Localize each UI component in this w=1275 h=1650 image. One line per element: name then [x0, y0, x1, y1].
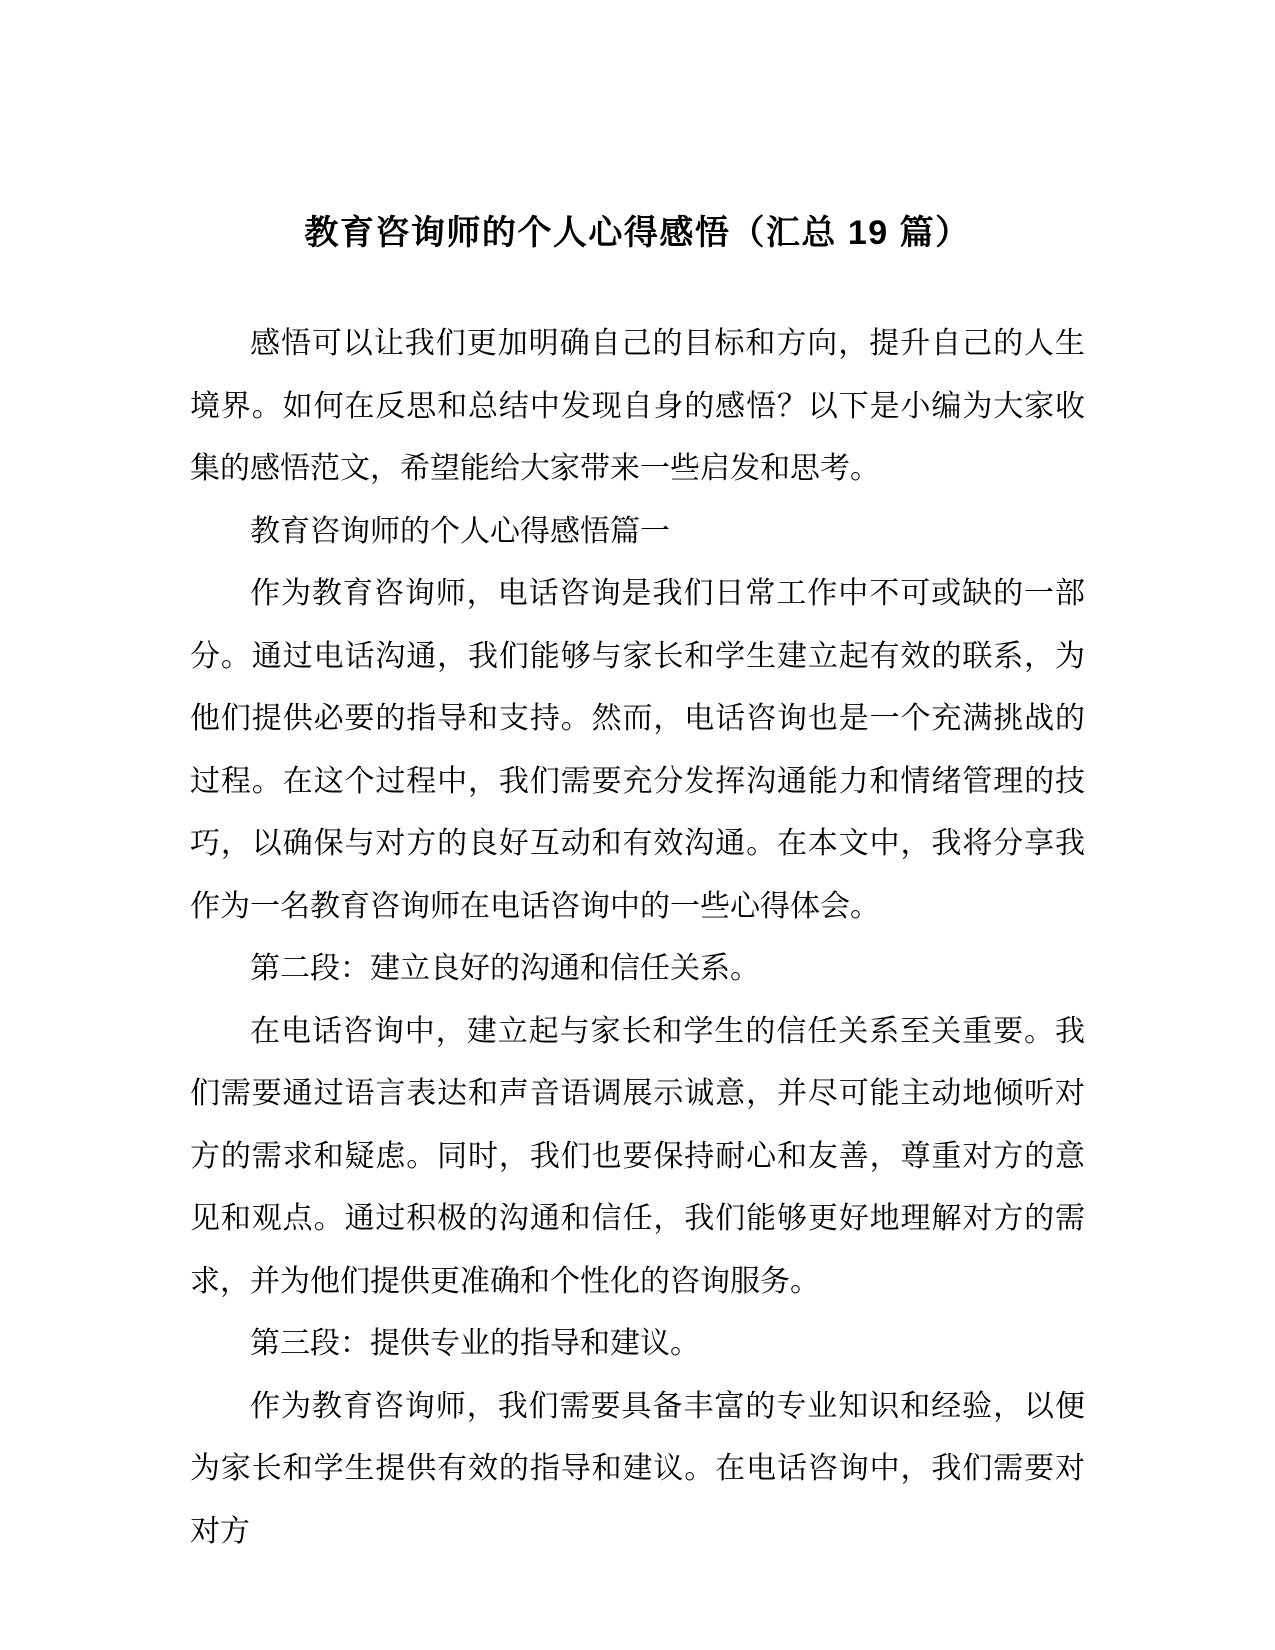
paragraph: 作为教育咨询师，我们需要具备丰富的专业知识和经验，以便为家长和学生提供有效的指导和建议。在电话咨询中，我们需要对对方	[190, 1389, 1085, 1548]
document-body	[190, 313, 1085, 1563]
paragraph: 在电话咨询中，建立起与家长和学生的信任关系至关重要。我们需要通过语言表达和声音语调展示诚意，并尽可能主动地倾听对方的需求和疑虑。同时，我们也要保持耐心和友善，尊重对方的意见和观点。通过积极的沟通和信任，我们能够更好地理解对方的需求，并为他们提供更准确和个性化的咨询服务。	[190, 1014, 1085, 1298]
paragraph: 作为教育咨询师，电话咨询是我们日常工作中不可或缺的一部分。通过电话沟通，我们能够与家长和学生建立起有效的联系，为他们提供必要的指导和支持。然而，电话咨询也是一个充满挑战的过程。在这个过程中，我们需要充分发挥沟通能力和情绪管理的技巧，以确保与对方的良好互动和有效沟通。在本文中，我将分享我作为一名教育咨询师在电话咨询中的一些心得体会。	[190, 577, 1085, 923]
section-heading: 第二段：建立良好的沟通和信任关系。	[250, 952, 760, 985]
section-heading: 第三段：提供专业的指导和建议。	[250, 1327, 700, 1360]
paragraph: 感悟可以让我们更加明确自己的目标和方向，提升自己的人生境界。如何在反思和总结中发现自身的感悟？以下是小编为大家收集的感悟范文，希望能给大家带来一些启发和思考。	[190, 327, 1085, 485]
document-title: 教育咨询师的个人心得感悟（汇总 19 篇）	[304, 214, 971, 252]
section-heading: 教育咨询师的个人心得感悟篇一	[250, 514, 670, 548]
